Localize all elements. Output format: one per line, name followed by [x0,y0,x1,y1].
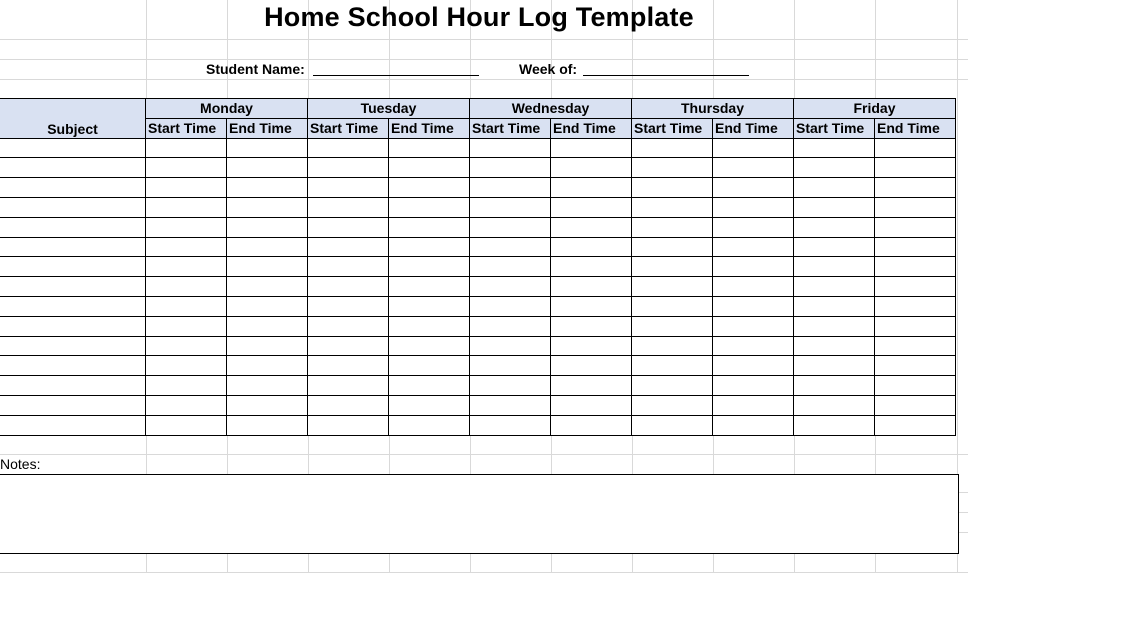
start-time-cell[interactable] [632,257,713,277]
end-time-cell[interactable] [227,257,308,277]
end-time-cell[interactable] [551,257,632,277]
start-time-cell[interactable] [308,197,389,217]
end-time-cell[interactable] [875,257,956,277]
start-time-cell[interactable] [308,376,389,396]
end-time-cell[interactable] [713,158,794,178]
start-time-cell[interactable] [308,257,389,277]
end-time-cell[interactable] [389,138,470,158]
end-time-cell[interactable] [227,138,308,158]
end-time-cell[interactable] [551,415,632,435]
table-row [0,415,956,435]
table-row [0,376,956,396]
start-time-cell[interactable] [470,197,551,217]
end-time-cell[interactable] [227,197,308,217]
start-time-cell[interactable] [794,316,875,336]
start-time-cell[interactable] [470,217,551,237]
end-time-cell[interactable] [227,376,308,396]
end-time-cell[interactable] [875,356,956,376]
table-row [0,197,956,217]
end-time-cell[interactable] [389,158,470,178]
start-time-cell[interactable] [470,138,551,158]
subject-cell[interactable] [0,415,146,435]
start-time-cell[interactable] [146,158,227,178]
start-time-cell[interactable] [632,376,713,396]
end-time-cell[interactable] [875,277,956,297]
start-time-cell[interactable] [308,395,389,415]
end-time-cell[interactable] [389,257,470,277]
end-time-cell[interactable] [227,316,308,336]
end-time-cell[interactable] [227,395,308,415]
end-time-cell[interactable] [875,376,956,396]
end-time-cell[interactable] [551,336,632,356]
day-header-thursday: Thursday [632,99,794,119]
start-time-header: Start Time [308,118,389,138]
start-time-cell[interactable] [308,217,389,237]
end-time-cell[interactable] [389,296,470,316]
table-row [0,217,956,237]
end-time-cell[interactable] [875,316,956,336]
end-time-cell[interactable] [551,158,632,178]
notes-field[interactable] [0,474,959,554]
start-time-cell[interactable] [470,356,551,376]
start-time-cell[interactable] [470,336,551,356]
day-header-wednesday: Wednesday [470,99,632,119]
start-time-cell[interactable] [470,395,551,415]
end-time-cell[interactable] [551,197,632,217]
end-time-cell[interactable] [389,217,470,237]
start-time-cell[interactable] [146,277,227,297]
start-time-cell[interactable] [794,178,875,198]
table-row [0,138,956,158]
start-time-cell[interactable] [794,257,875,277]
start-time-cell[interactable] [632,158,713,178]
table-row [0,316,956,336]
log-body [0,138,956,435]
end-time-cell[interactable] [713,217,794,237]
subject-cell[interactable] [0,356,146,376]
end-time-cell[interactable] [551,376,632,396]
start-time-cell[interactable] [794,395,875,415]
end-time-cell[interactable] [875,138,956,158]
start-time-header: Start Time [794,118,875,138]
table-row [0,158,956,178]
gridline [0,59,968,60]
start-time-cell[interactable] [470,316,551,336]
end-time-cell[interactable] [713,296,794,316]
end-time-cell[interactable] [389,316,470,336]
end-time-cell[interactable] [713,197,794,217]
start-time-cell[interactable] [632,356,713,376]
start-time-cell[interactable] [470,178,551,198]
subject-cell[interactable] [0,296,146,316]
end-time-cell[interactable] [551,178,632,198]
student-name-field[interactable] [313,75,479,76]
table-row [0,395,956,415]
end-time-cell[interactable] [551,217,632,237]
start-time-cell[interactable] [794,197,875,217]
start-time-cell[interactable] [470,237,551,257]
gridline [0,454,968,455]
start-time-cell[interactable] [146,178,227,198]
end-time-cell[interactable] [389,395,470,415]
end-time-cell[interactable] [227,158,308,178]
subject-cell[interactable] [0,336,146,356]
start-time-cell[interactable] [308,237,389,257]
start-time-cell[interactable] [794,237,875,257]
start-time-cell[interactable] [146,316,227,336]
start-time-cell[interactable] [632,277,713,297]
start-time-cell[interactable] [632,415,713,435]
gridline [0,79,968,80]
student-name-label: Student Name: [206,61,305,77]
end-time-cell[interactable] [713,178,794,198]
start-time-cell[interactable] [146,237,227,257]
end-time-cell[interactable] [713,395,794,415]
end-time-cell[interactable] [227,356,308,376]
end-time-cell[interactable] [227,217,308,237]
start-time-cell[interactable] [146,217,227,237]
start-time-cell[interactable] [632,395,713,415]
gridline [0,572,968,573]
end-time-header: End Time [389,118,470,138]
start-time-cell[interactable] [794,415,875,435]
end-time-cell[interactable] [551,356,632,376]
gridline [0,39,968,40]
start-time-cell[interactable] [146,296,227,316]
start-time-cell[interactable] [794,138,875,158]
start-time-cell[interactable] [146,356,227,376]
end-time-cell[interactable] [389,178,470,198]
subject-cell[interactable] [0,138,146,158]
end-time-cell[interactable] [551,296,632,316]
end-time-cell[interactable] [389,356,470,376]
end-time-cell[interactable] [875,237,956,257]
subject-cell[interactable] [0,217,146,237]
start-time-cell[interactable] [308,316,389,336]
start-time-cell[interactable] [632,237,713,257]
table-row [0,237,956,257]
start-time-cell[interactable] [794,356,875,376]
start-time-cell[interactable] [470,277,551,297]
start-time-cell[interactable] [794,296,875,316]
page-title: Home School Hour Log Template [264,2,694,32]
end-time-cell[interactable] [227,178,308,198]
start-time-cell[interactable] [632,296,713,316]
end-time-cell[interactable] [713,257,794,277]
table-row [0,296,956,316]
end-time-cell[interactable] [875,158,956,178]
subject-cell[interactable] [0,395,146,415]
end-time-cell[interactable] [389,237,470,257]
start-time-cell[interactable] [146,376,227,396]
table-row [0,336,956,356]
start-time-cell[interactable] [794,336,875,356]
week-of-label: Week of: [519,61,578,77]
start-time-cell[interactable] [470,296,551,316]
end-time-cell[interactable] [227,277,308,297]
end-time-cell[interactable] [713,277,794,297]
end-time-cell[interactable] [227,336,308,356]
table-row [0,178,956,198]
end-time-cell[interactable] [713,415,794,435]
end-time-cell[interactable] [875,217,956,237]
start-time-cell[interactable] [632,316,713,336]
subject-cell[interactable] [0,197,146,217]
day-header-monday: Monday [146,99,308,119]
start-time-cell[interactable] [146,257,227,277]
end-time-cell[interactable] [713,237,794,257]
end-time-cell[interactable] [875,296,956,316]
subject-cell[interactable] [0,237,146,257]
subject-header: Subject [0,99,146,139]
end-time-cell[interactable] [389,197,470,217]
subject-cell[interactable] [0,277,146,297]
notes-label: Notes: [0,456,41,472]
start-time-cell[interactable] [146,395,227,415]
end-time-cell[interactable] [875,336,956,356]
start-time-header: Start Time [146,118,227,138]
end-time-cell[interactable] [389,277,470,297]
table-row [0,277,956,297]
day-header-row [0,99,956,119]
start-time-cell[interactable] [308,296,389,316]
day-header-tuesday: Tuesday [308,99,470,119]
start-time-cell[interactable] [794,158,875,178]
end-time-cell[interactable] [227,237,308,257]
end-time-cell[interactable] [227,296,308,316]
end-time-cell[interactable] [875,395,956,415]
table-row [0,356,956,376]
start-time-cell[interactable] [470,376,551,396]
end-time-cell[interactable] [875,197,956,217]
start-time-cell[interactable] [632,217,713,237]
end-time-cell[interactable] [389,336,470,356]
subject-cell[interactable] [0,376,146,396]
end-time-cell[interactable] [551,395,632,415]
end-time-cell[interactable] [389,415,470,435]
start-time-cell[interactable] [794,217,875,237]
end-time-cell[interactable] [713,356,794,376]
end-time-header: End Time [713,118,794,138]
start-time-cell[interactable] [146,197,227,217]
start-time-cell[interactable] [308,158,389,178]
end-time-cell[interactable] [713,138,794,158]
end-time-cell[interactable] [875,415,956,435]
start-time-cell[interactable] [632,197,713,217]
start-time-cell[interactable] [146,138,227,158]
subject-cell[interactable] [0,178,146,198]
start-time-header: Start Time [470,118,551,138]
start-time-cell[interactable] [308,138,389,158]
start-time-cell[interactable] [308,356,389,376]
start-time-cell[interactable] [308,277,389,297]
start-time-cell[interactable] [632,138,713,158]
start-time-cell[interactable] [632,336,713,356]
table-row [0,257,956,277]
start-time-cell[interactable] [308,336,389,356]
start-time-cell[interactable] [308,178,389,198]
week-of-field[interactable] [583,75,749,76]
start-time-cell[interactable] [470,415,551,435]
end-time-cell[interactable] [389,376,470,396]
end-time-cell[interactable] [875,178,956,198]
end-time-cell[interactable] [551,316,632,336]
day-header-friday: Friday [794,99,956,119]
start-time-cell[interactable] [794,376,875,396]
end-time-header: End Time [875,118,956,138]
subject-cell[interactable] [0,257,146,277]
end-time-cell[interactable] [713,376,794,396]
end-time-header: End Time [551,118,632,138]
start-time-cell[interactable] [470,257,551,277]
subject-cell[interactable] [0,316,146,336]
start-time-cell[interactable] [308,415,389,435]
end-time-cell[interactable] [551,277,632,297]
end-time-cell[interactable] [713,336,794,356]
start-time-cell[interactable] [146,415,227,435]
start-time-cell[interactable] [794,277,875,297]
end-time-cell[interactable] [551,237,632,257]
hour-log-table [0,98,956,436]
end-time-cell[interactable] [551,138,632,158]
start-time-cell[interactable] [146,336,227,356]
end-time-header: End Time [227,118,308,138]
end-time-cell[interactable] [227,415,308,435]
end-time-cell[interactable] [713,316,794,336]
start-time-cell[interactable] [632,178,713,198]
subject-cell[interactable] [0,158,146,178]
start-time-cell[interactable] [470,158,551,178]
start-time-header: Start Time [632,118,713,138]
